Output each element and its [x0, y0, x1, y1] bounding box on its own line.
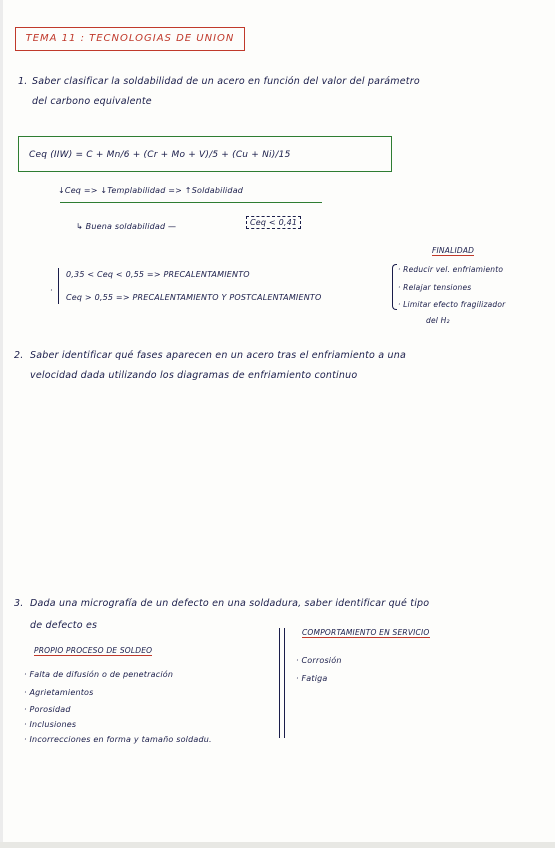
column-divider-right — [284, 628, 285, 738]
good-soldability-label: ↳ Buena soldabilidad — — [76, 222, 177, 231]
column-divider-left — [279, 628, 280, 738]
defect-item-1: · Falta de difusión o de penetración — [24, 670, 174, 679]
good-soldability-value: Ceq < 0,41 — [246, 216, 301, 229]
defect-item-2: · Agrietamientos — [24, 688, 94, 697]
finalidad-item-1: · Reducir vel. enfriamiento — [398, 265, 504, 274]
section-3-question-line2: de defecto es — [30, 620, 98, 631]
service-item-2: · Fatiga — [296, 674, 328, 683]
right-column-title: COMPORTAMIENTO EN SERVICIO — [302, 628, 430, 637]
finalidad-heading: FINALIDAD — [432, 246, 475, 255]
section-1-question-line1: Saber clasificar la soldabilidad de un acero en función del valor del parámetro — [32, 76, 420, 87]
bullet-ceq-soldabilidad: ↓Ceq => ↓Templabilidad => ↑Soldabilidad — [58, 186, 244, 195]
page-left-edge — [0, 0, 3, 848]
finalidad-brace — [392, 264, 397, 310]
section-3-number: 3. — [14, 598, 24, 609]
range-bullet: · — [50, 286, 53, 295]
section-1-question-line2: del carbono equivalente — [32, 96, 152, 107]
range-postcalentamiento: Ceq > 0,55 => PRECALENTAMIENTO Y POSTCALENTAMIENTO — [66, 293, 322, 302]
finalidad-item-2: · Relajar tensiones — [398, 283, 472, 292]
section-2-number: 2. — [14, 350, 24, 361]
defect-item-4: · Inclusiones — [24, 720, 77, 729]
section-2-question-line2: velocidad dada utilizando los diagramas de enfriamiento continuo — [30, 370, 358, 381]
section-1-number: 1. — [18, 76, 28, 87]
finalidad-item-4: del H₂ — [426, 316, 450, 325]
green-underline — [60, 202, 322, 203]
defect-item-5: · Incorrecciones en forma y tamaño soldadu. — [24, 735, 212, 744]
finalidad-item-3: · Limitar efecto fragilizador — [398, 300, 506, 309]
range-precalentamiento: 0,35 < Ceq < 0,55 => PRECALENTAMIENTO — [66, 270, 250, 279]
service-item-1: · Corrosión — [296, 656, 342, 665]
defect-item-3: · Porosidad — [24, 705, 71, 714]
left-column-title: PROPIO PROCESO DE SOLDEO — [34, 646, 153, 655]
page-bottom-edge — [0, 842, 555, 848]
section-3-question-line1: Dada una micrografía de un defecto en una soldadura, saber identificar qué tipo — [30, 598, 430, 609]
section-2-question-line1: Saber identificar qué fases aparecen en un acero tras el enfriamiento a una — [30, 350, 406, 361]
carbon-equivalent-formula: Ceq (IIW) = C + Mn/6 + (Cr + Mo + V)/5 + (Cu + Ni)/15 — [18, 136, 392, 172]
range-bracket-bar — [58, 268, 59, 304]
page-title: TEMA 11 : TECNOLOGIAS DE UNION — [15, 27, 245, 51]
